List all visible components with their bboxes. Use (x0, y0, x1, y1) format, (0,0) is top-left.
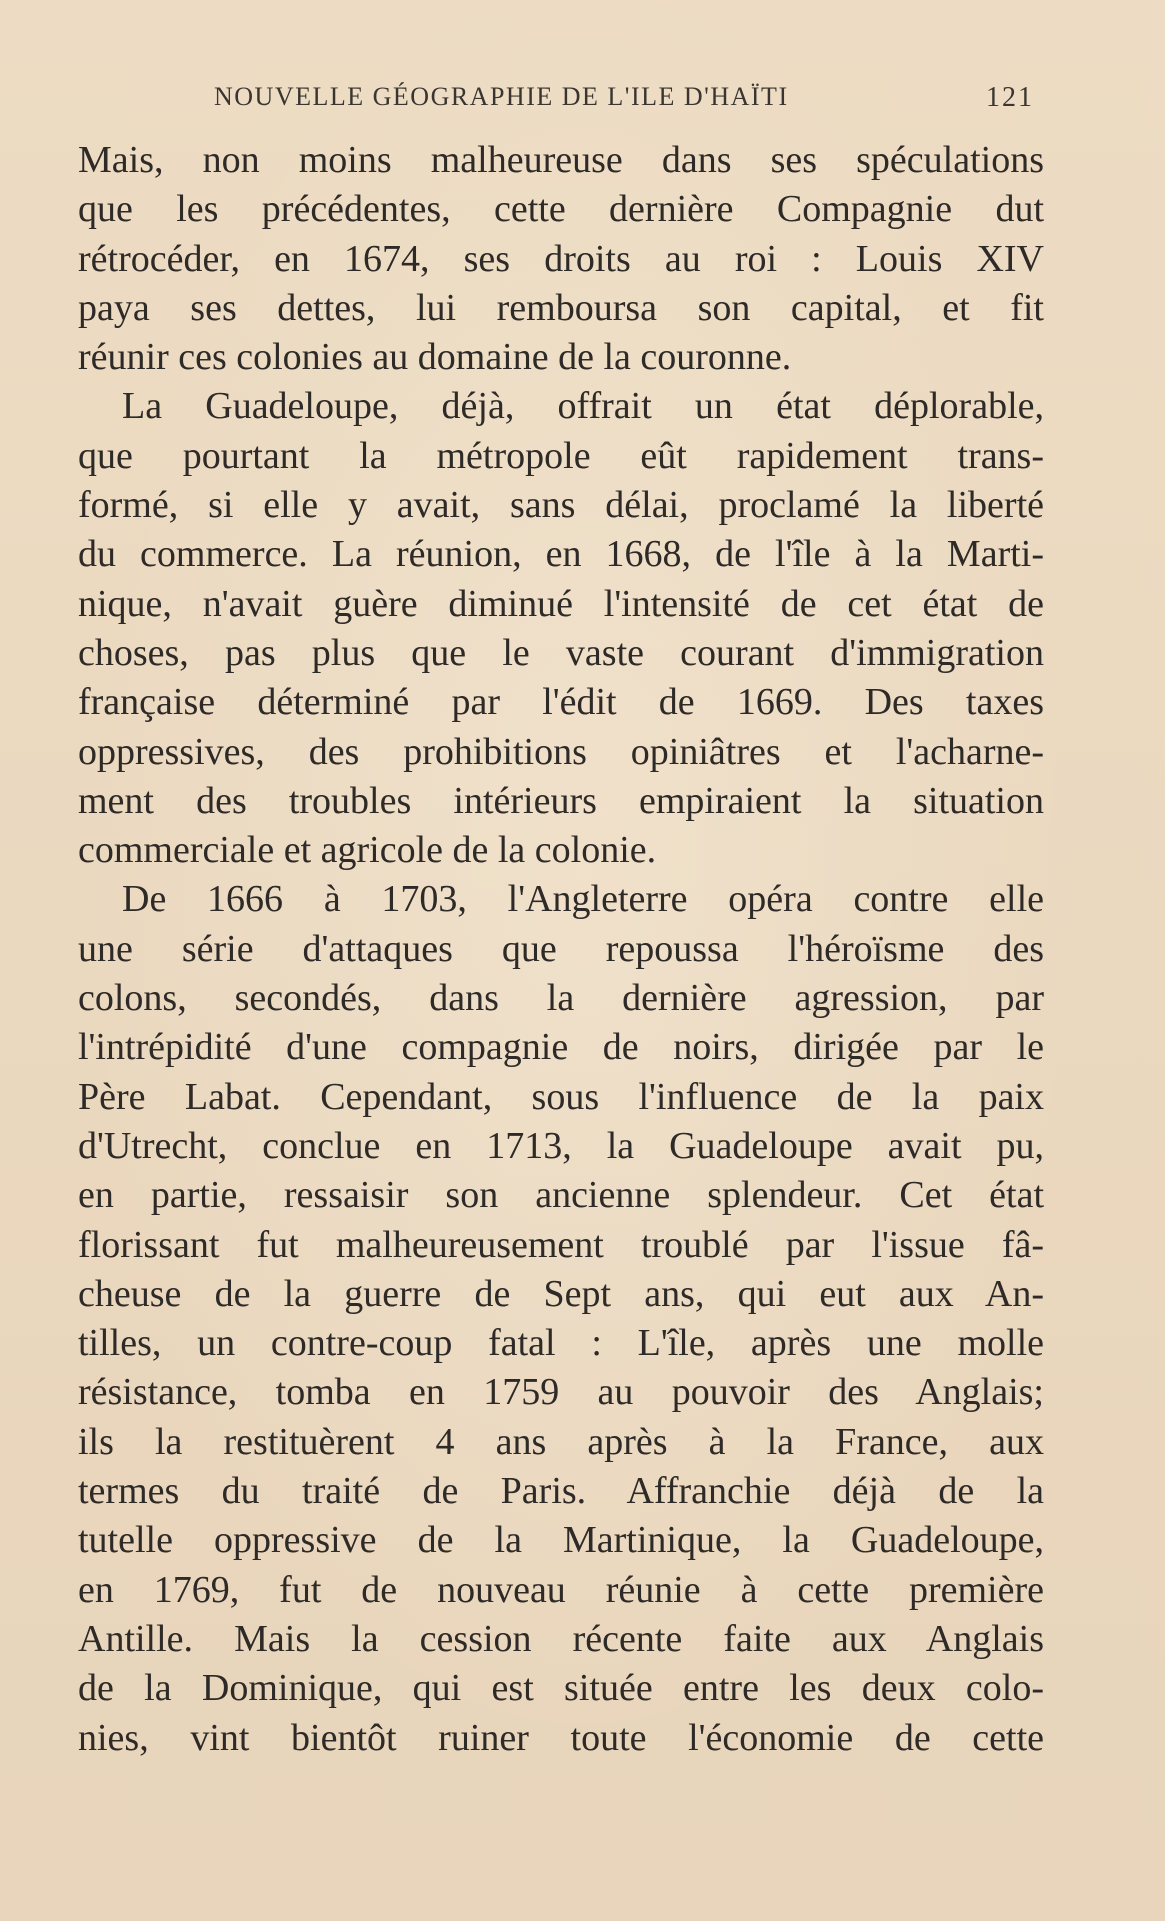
text-line: réunir ces colonies au domaine de la couronne. (78, 336, 792, 379)
text-line: commerciale et agricole de la colonie. (78, 829, 657, 872)
page-number: 121 (986, 82, 1034, 113)
text-line: cheuse de la guerre de Sept ans, qui eut aux An- (78, 1272, 1044, 1315)
text-line: l'intrépidité d'une compagnie de noirs, dirigée par le (78, 1026, 1044, 1069)
text-line: en partie, ressaisir son ancienne splendeur. Cet état (78, 1174, 1044, 1217)
text-line: d'Utrecht, conclue en 1713, la Guadeloupe avait pu, (78, 1124, 1044, 1167)
text-line: Père Labat. Cependant, sous l'influence de la paix (78, 1075, 1044, 1118)
text-line: termes du traité de Paris. Affranchie déjà de la (78, 1470, 1044, 1513)
text-line: paya ses dettes, lui remboursa son capital, et fit (78, 286, 1044, 329)
text-line: française déterminé par l'édit de 1669. Des taxes (78, 681, 1044, 724)
text-line: De 1666 à 1703, l'Angleterre opéra contre elle (122, 878, 1044, 921)
text-line: Antille. Mais la cession récente faite aux Anglais (78, 1617, 1044, 1660)
text-line: ils la restituèrent 4 ans après à la France, aux (78, 1420, 1044, 1463)
text-line: tilles, un contre-coup fatal : L'île, après une molle (78, 1322, 1044, 1365)
text-line: résistance, tomba en 1759 au pouvoir des Anglais; (78, 1371, 1044, 1414)
text-line: colons, secondés, dans la dernière agression, par (78, 977, 1044, 1020)
text-line: tutelle oppressive de la Martinique, la Guadeloupe, (78, 1519, 1044, 1562)
text-line: nies, vint bientôt ruiner toute l'économie de cette (78, 1716, 1044, 1759)
text-line: que pourtant la métropole eût rapidement trans- (78, 434, 1044, 477)
body-text (78, 136, 1044, 1763)
text-line: du commerce. La réunion, en 1668, de l'île à la Marti- (78, 533, 1044, 576)
text-line: de la Dominique, qui est située entre les deux colo- (78, 1667, 1044, 1710)
text-line: nique, n'avait guère diminué l'intensité de cet état de (78, 582, 1044, 625)
text-line: formé, si elle y avait, sans délai, proclamé la liberté (78, 484, 1044, 527)
text-line: Mais, non moins malheureuse dans ses spéculations (78, 139, 1044, 181)
text-line: une série d'attaques que repoussa l'héroïsme des (78, 927, 1044, 970)
text-line: florissant fut malheureusement troublé par l'issue fâ- (78, 1223, 1044, 1266)
text-line: choses, pas plus que le vaste courant d'immigration (78, 631, 1044, 674)
text-line: en 1769, fut de nouveau réunie à cette première (78, 1568, 1044, 1611)
text-line: ment des troubles intérieurs empiraient la situation (78, 779, 1044, 822)
running-head (214, 82, 1034, 122)
text-line: rétrocéder, en 1674, ses droits au roi : Louis XIV (78, 237, 1044, 280)
text-line: que les précédentes, cette dernière Compagnie dut (78, 188, 1044, 231)
text-line: oppressives, des prohibitions opiniâtres et l'acharne- (78, 730, 1044, 773)
running-title: NOUVELLE GÉOGRAPHIE DE L'ILE D'HAÏTI (214, 82, 789, 111)
text-line: La Guadeloupe, déjà, offrait un état déplorable, (122, 385, 1044, 428)
